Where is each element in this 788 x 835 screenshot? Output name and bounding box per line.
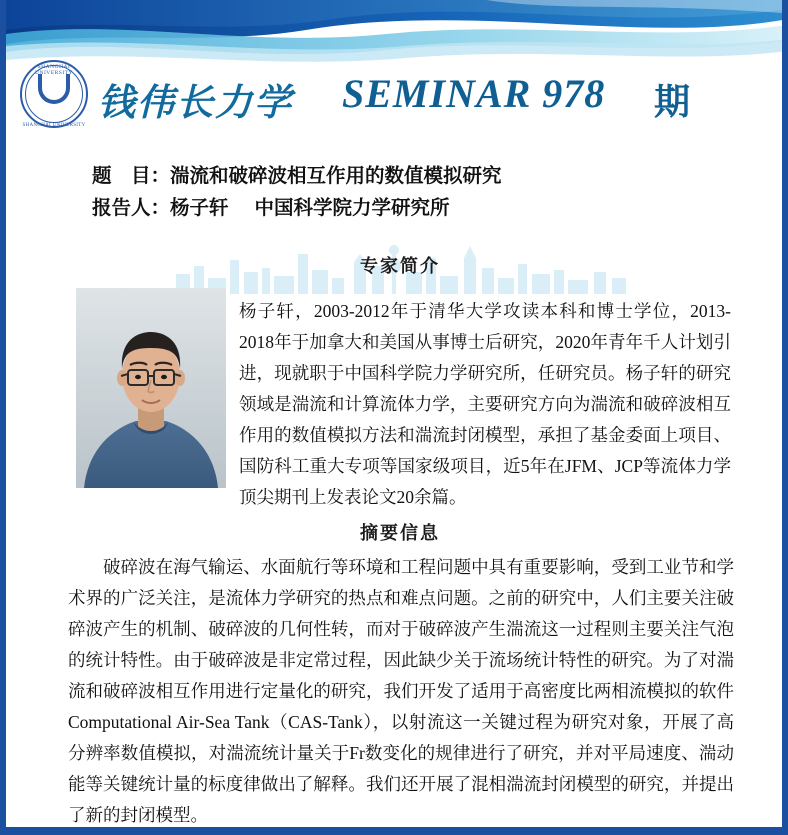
abstract-section-heading: 摘要信息	[360, 523, 440, 543]
seminar-info	[92, 160, 732, 224]
bottom-border-bar	[6, 827, 788, 835]
speaker-bio-text: 杨子轩，2003-2012年于清华大学攻读本科和博士学位，2013-2018年于加拿大和美国从事博士后研究，2020年青年千人计划引进，现就职于中国科学院力学研究所，任研究员。杨子轩的研究领域是湍流和计算流体力学，主要研究方向为湍流和破碎波相互作用的数值模拟方法和湍流封闭模型，承担了基金委面上项目、国防科工重大专项等国家级项目，近5年在JFM、JCP等流体力学顶尖期刊上发表论文20余篇。	[239, 301, 731, 507]
topic-label: 题 目：	[92, 165, 171, 187]
logo-bottom-text: SHANGHAI UNIVERSITY	[22, 123, 86, 128]
logo-top-text: SHANGHAI UNIVERSITY	[35, 64, 73, 76]
abstract-text: 破碎波在海气输运、水面航行等环境和工程问题中具有重要影响，受到工业节和学术界的广泛关注，是流体力学研究的热点和难点问题。之前的研究中，人们主要关注破碎波产生的机制、破碎波的几何性转，而对于破碎波产生湍流这一过程则主要关注气泡的统计特性。由于破碎波是非定常过程，因此缺少关于流场统计特性的研究。为了对湍流和破碎波相互作用进行定量化的研究，我们开发了适用于高密度比两相流模拟的软件 Computational Air-Sea Tank（CAS-Tank），以射流这一关键过程为研究对象，开展了高分辨率数值模拟，对湍流统计量关于Fr数变化的规律进行了研究，并对平局速度、湍动能等关键统计量的标度律做出了解释。我们还开展了混相湍流封闭模型的研究，并提出了新的封闭模型。	[68, 557, 734, 825]
topic-value: 湍流和破碎波相互作用的数值模拟研究	[170, 165, 502, 187]
decorative-banner	[6, 0, 788, 62]
title-suffix: 期	[654, 82, 691, 122]
speaker-line	[92, 192, 732, 224]
bio-section-heading: 专家简介	[360, 256, 440, 276]
topic-line	[92, 160, 732, 192]
title-chinese: 钱伟长力学	[98, 83, 293, 124]
poster-header	[6, 58, 788, 142]
speaker-label: 报告人：	[92, 197, 171, 219]
speaker-name: 杨子轩	[170, 197, 229, 219]
speaker-photo	[76, 288, 226, 488]
speaker-affiliation: 中国科学院力学研究所	[254, 197, 450, 219]
university-logo-icon	[20, 60, 92, 132]
title-english: SEMINAR 978	[342, 71, 606, 116]
